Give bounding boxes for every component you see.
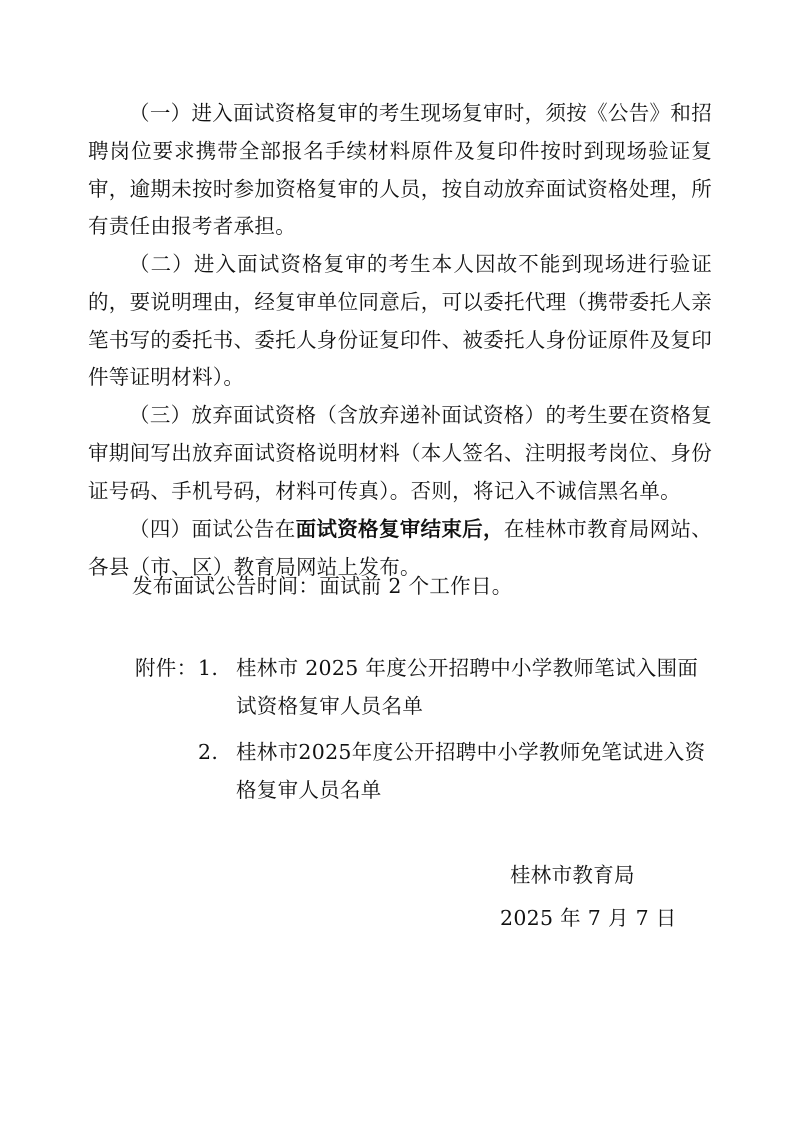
signature-organization: 桂林市教育局 [510, 863, 635, 887]
announcement-suffix: 在桂林市教育局网站、各县（市、区）教育局网站上发布。 [88, 517, 713, 579]
paragraph-announcement-time: 发布面试公告时间：面试前 2 个工作日。 [132, 574, 513, 598]
attachment-2-number: 2. [198, 740, 219, 764]
attachment-1-number: 1. [198, 656, 219, 680]
paragraph-review-requirements: （一）进入面试资格复审的考生现场复审时，须按《公告》和招聘岗位要求携带全部报名手续材料原件及复印件按时到现场验证复审，逾期未按时参加资格复审的人员，按自动放弃面试资格处理，所有责任由报考者承担。 [88, 101, 712, 239]
signature-date: 2025 年 7 月 7 日 [500, 906, 677, 930]
paragraph-proxy-review: （二）进入面试资格复审的考生本人因故不能到现场进行验证的，要说明理由，经复审单位同意后，可以委托代理（携带委托人亲笔书写的委托书、委托人身份证复印件、被委托人身份证原件及复印件等证明材料）。 [88, 252, 712, 390]
announcement-bold-phrase: 面试资格复审结束后， [295, 517, 504, 541]
announcement-prefix: （四）面试公告在 [129, 517, 296, 541]
paragraph-waive-interview: （三）放弃面试资格（含放弃递补面试资格）的考生要在资格复审期间写出放弃面试资格说明材料（本人签名、注明报考岗位、身份证号码、手机号码，材料可传真）。否则，将记入不诚信黑名单。 [88, 403, 712, 503]
attachment-1-title: 桂林市 2025 年度公开招聘中小学教师笔试入围面试资格复审人员名单 [236, 656, 699, 718]
attachments-label: 附件： [135, 656, 198, 680]
attachment-2-title: 桂林市2025年度公开招聘中小学教师免笔试进入资格复审人员名单 [236, 740, 706, 802]
